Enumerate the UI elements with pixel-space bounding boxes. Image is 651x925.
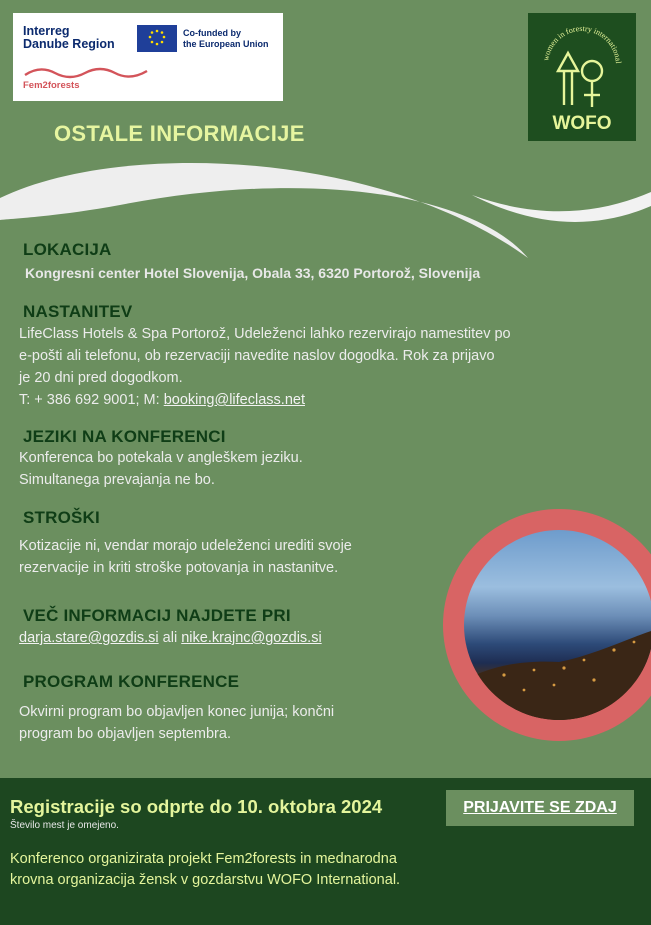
heading-program: PROGRAM KONFERENCE: [23, 672, 240, 691]
costs-line2: rezervacije in kriti stroške potovanja in nastanitve.: [19, 560, 339, 576]
contact-prefix: T: + 386 692 9001; M:: [19, 392, 164, 408]
wave-icon: [23, 65, 149, 79]
program-line2: program bo objavljen septembra.: [19, 726, 231, 742]
accommodation-line1: LifeClass Hotels & Spa Portorož, Udeleženci lahko rezervirajo namestitev po: [19, 326, 511, 342]
limited-seats-note: Število mest je omejeno.: [10, 820, 119, 831]
accommodation-contact: [19, 389, 511, 411]
svg-text:women in forestry internationa: [541, 24, 623, 65]
booking-email-link[interactable]: booking@lifeclass.net: [163, 392, 305, 408]
eu-cofunded-text: [183, 28, 269, 50]
fem2forests-logo-text: Fem2forests: [23, 80, 80, 91]
eu-flag-icon: [137, 25, 177, 52]
page-title: OSTALE INFORMACIJE: [54, 121, 305, 146]
portoroz-photo: [464, 530, 651, 720]
interreg-line1: Interreg: [23, 24, 70, 38]
eu-line2: the European Union: [183, 39, 269, 49]
language-line1: Konferenca bo potekala v angleškem jeziku.: [19, 450, 303, 466]
heading-more-info: VEČ INFORMACIJ NAJDETE PRI: [23, 606, 291, 625]
organizers-text: [10, 849, 400, 891]
accommodation-text: [19, 323, 511, 411]
photo-ring: [443, 509, 651, 741]
email-darja-link[interactable]: darja.stare@gozdis.si: [19, 630, 159, 646]
organizers-line2: krovna organizacija žensk v gozdarstvu WOFO International.: [10, 872, 401, 888]
heading-nastanitev: NASTANITEV: [23, 302, 133, 321]
costs-line1: Kotizacije ni, vendar morajo udeleženci urediti svoje: [19, 538, 352, 554]
interreg-line2: Danube Region: [23, 37, 115, 51]
heading-lokacija: LOKACIJA: [23, 240, 112, 259]
costs-text: [19, 535, 352, 579]
program-line1: Okvirni program bo objavljen konec junija; končni: [19, 704, 335, 720]
partner-logos: [13, 13, 283, 101]
registration-deadline: Registracije so odprte do 10. oktobra 2024: [10, 796, 383, 817]
interreg-logo: [23, 25, 115, 51]
location-address: Kongresni center Hotel Slovenija, Obala 33, 6320 Portorož, Slovenija: [25, 265, 481, 281]
email-nike-link[interactable]: nike.krajnc@gozdis.si: [181, 630, 322, 646]
heading-jeziki: JEZIKI NA KONFERENCI: [23, 427, 226, 446]
email-separator: ali: [158, 630, 182, 646]
organizers-line1: Konferenco organizirata projekt Fem2forests in mednarodna: [10, 851, 397, 867]
accommodation-line2: e-pošti ali telefonu, ob rezervaciji navedite naslov dogodka. Rok za prijavo: [19, 348, 495, 364]
wofo-label: WOFO: [552, 113, 612, 134]
wofo-arc-text: women in forestry international: [541, 23, 623, 64]
language-text: [19, 447, 303, 491]
tree-woman-icon: [528, 13, 636, 113]
program-text: [19, 701, 334, 745]
language-line2: Simultanega prevajanja ne bo.: [19, 472, 215, 488]
footer-registration: [0, 778, 651, 925]
wofo-logo: [528, 13, 636, 141]
register-now-button[interactable]: PRIJAVITE SE ZDAJ: [446, 790, 634, 826]
more-info-contacts: [19, 627, 322, 649]
accommodation-line3: je 20 dni pred dogodkom.: [19, 370, 183, 386]
eu-line1: Co-funded by: [183, 28, 241, 38]
heading-stroski: STROŠKI: [23, 508, 100, 527]
